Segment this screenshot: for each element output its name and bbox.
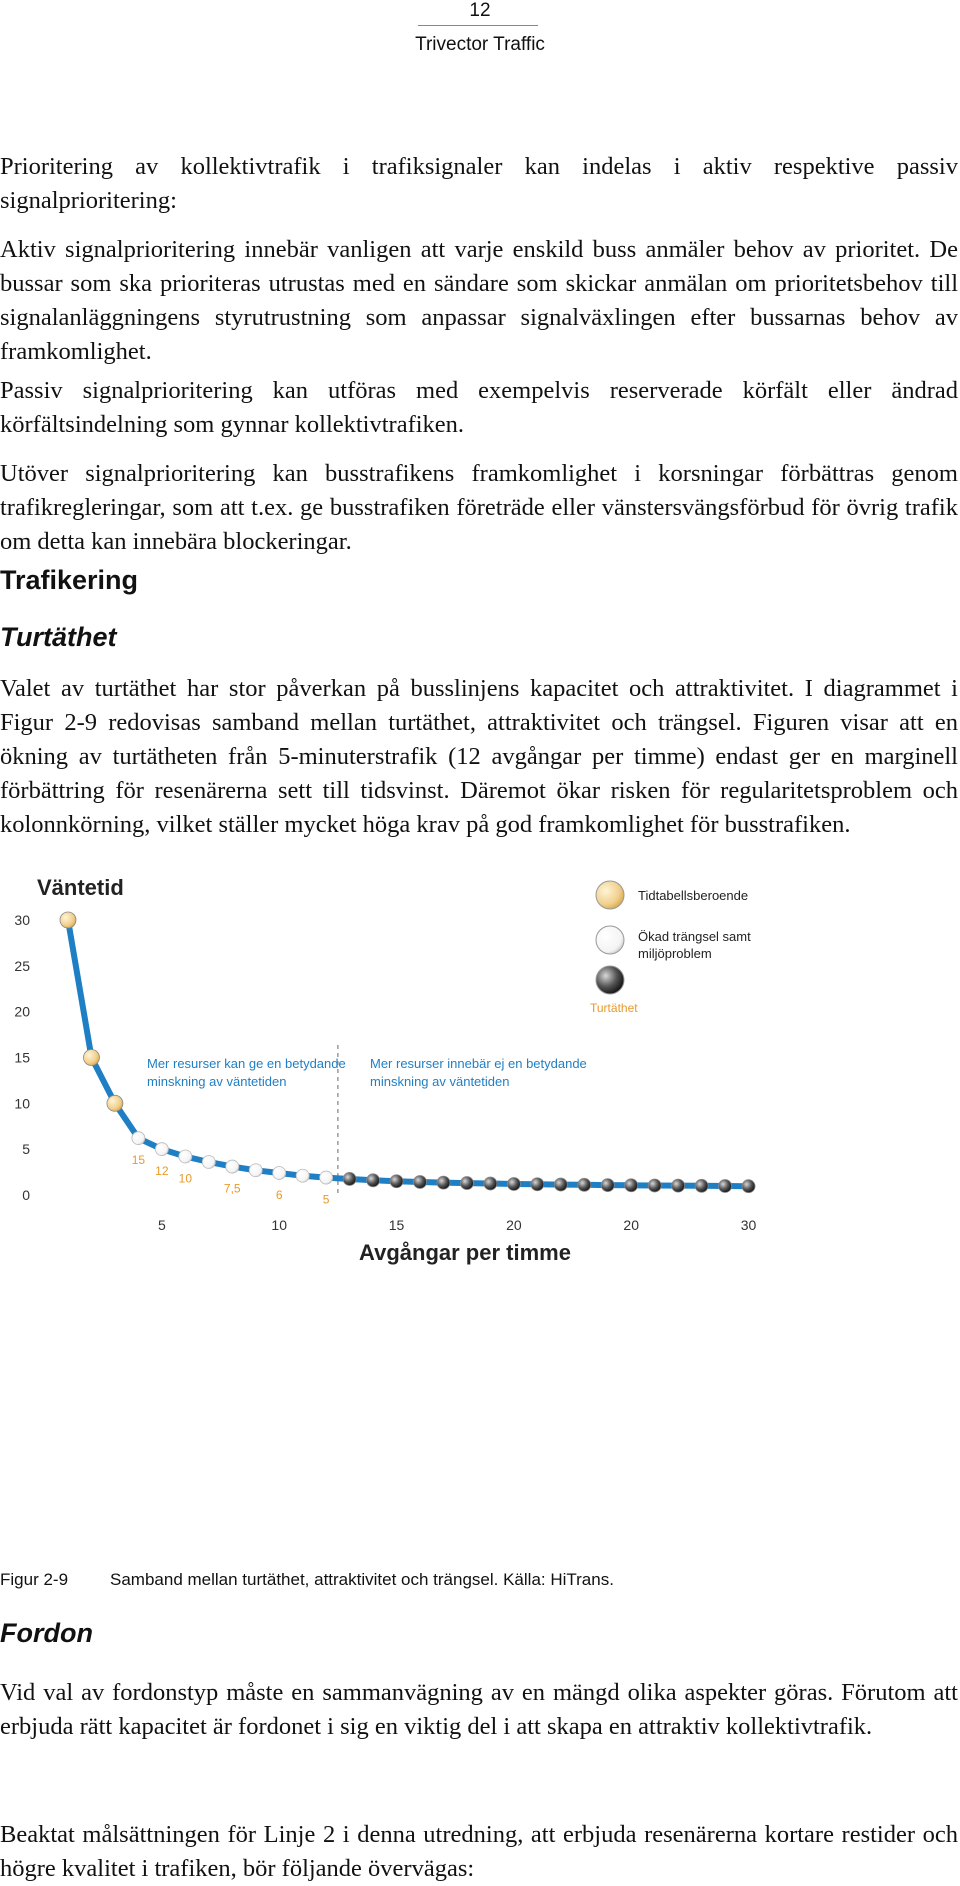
paragraph-aktiv: Aktiv signalprioritering innebär vanligen att varje enskild buss anmäler behov av prioritet. De bussar som ska prioriteras utrustas med en sändare som skickar anmälan om prioritetsbehov till signalanläggningens styrutrustning som anpassar signalväxlingen efter bussarnas behov av framkomlighet.: [0, 236, 958, 365]
paragraph-utover: Utöver signalprioritering kan busstrafikens framkomlighet i korsningar förbättras genom trafikregleringar, som att t.ex. ge busstrafiken företräde eller vänstersvängsförbud för övrig trafik om detta kan innebära blockeringar.: [0, 460, 958, 555]
paragraph-linje2: Beaktat målsättningen för Linje 2 i denna utredning, att erbjuda resenärerna kortare restider och högre kvalitet i trafiken, bör följande övervägas:: [0, 1821, 958, 1882]
annotation-left: Mer resurser kan ge en betydande minskning av väntetiden: [147, 1056, 346, 1089]
y-tick-label: 5: [22, 1141, 30, 1158]
legend-label: Tidtabellsberoende: [638, 888, 749, 903]
paragraph-prioritering: Prioritering av kollektivtrafik i trafiksignaler kan indelas i aktiv respektive passiv signalprioritering:: [0, 153, 958, 214]
header-rule: [418, 25, 538, 26]
point-label: 6: [275, 1188, 283, 1202]
chart-legend: [590, 881, 751, 1015]
x-axis-label: Avgångar per timme: [359, 1240, 571, 1265]
heading-turtathet: Turtäthet: [0, 622, 117, 652]
legend-swatch: [596, 966, 624, 994]
data-point: [554, 1178, 567, 1191]
point-label: 12: [155, 1164, 169, 1179]
point-label: 5: [322, 1192, 330, 1207]
data-point: [672, 1179, 685, 1192]
x-tick-label: 10: [271, 1217, 287, 1233]
x-tick-label: 30: [740, 1217, 757, 1233]
data-point: [460, 1177, 473, 1190]
data-point: [437, 1176, 450, 1189]
x-tick-label: 20: [623, 1217, 639, 1233]
data-point: [249, 1164, 262, 1177]
data-point: [155, 1143, 168, 1156]
point-label: 15: [131, 1153, 146, 1168]
y-tick-label: 10: [14, 1095, 30, 1112]
data-point: [132, 1132, 145, 1145]
data-point: [484, 1177, 497, 1190]
heading-fordon: Fordon: [0, 1618, 93, 1648]
data-point: [625, 1179, 638, 1192]
data-point: [531, 1178, 544, 1191]
data-point: [226, 1160, 239, 1173]
annotation-right: Mer resurser innebär ej en betydande minskning av väntetiden: [370, 1056, 587, 1089]
data-point: [83, 1050, 99, 1066]
chart-title: Väntetid: [37, 875, 124, 900]
legend-label: Turtäthet: [590, 1001, 638, 1015]
figure-caption-text: Samband mellan turtäthet, attraktivitet och trängsel. Källa: HiTrans.: [110, 1570, 614, 1589]
paragraph-fordon: Vid val av fordonstyp måste en sammanvägning av en mängd olika aspekter göras. Förutom att erbjuda rätt kapacitet är fordonet i sig en viktig del i att skapa en attraktiv kollektivtrafik.: [0, 1679, 958, 1740]
figure-label: Figur 2-9: [0, 1570, 69, 1589]
data-point: [60, 912, 76, 928]
point-label: 10: [178, 1171, 193, 1186]
data-point: [578, 1178, 591, 1191]
data-point: [719, 1180, 732, 1193]
data-point: [390, 1175, 403, 1188]
data-point: [273, 1167, 286, 1180]
legend-swatch: [596, 926, 624, 954]
x-tick-label: 20: [506, 1217, 522, 1233]
waiting-time-chart: [0, 850, 960, 1310]
heading-trafikering: Trafikering: [0, 565, 139, 595]
paragraph-turtathet: Valet av turtäthet har stor påverkan på busslinjens kapacitet och attraktivitet. I diagrammet i Figur 2-9 redovisas samband mellan turtäthet, attraktivitet och trängsel. Figuren visar att en ökning av turtätheten från 5-minuterstrafik (12 avgångar per timme) endast ger en marginell förbättring för resenärerna sett till tidsvinst. Däremot ökar risken för regularitetsproblem och kolonnkörning, vilket ställer mycket höga krav på god framkomlighet för busstrafiken.: [0, 675, 958, 838]
data-point: [742, 1180, 755, 1193]
data-point: [320, 1171, 333, 1184]
data-point: [296, 1169, 309, 1182]
data-point: [202, 1156, 215, 1169]
data-point: [414, 1175, 427, 1188]
y-tick-label: 25: [14, 957, 30, 974]
page-number: 12: [469, 0, 491, 21]
data-point: [648, 1179, 661, 1192]
data-point: [367, 1174, 380, 1187]
x-tick-label: 15: [388, 1217, 405, 1233]
y-tick-label: 30: [14, 912, 30, 928]
y-tick-label: 15: [14, 1049, 30, 1066]
data-point: [601, 1179, 614, 1192]
data-point: [343, 1172, 356, 1185]
data-point: [695, 1179, 708, 1192]
data-point: [107, 1095, 123, 1111]
data-point: [179, 1150, 192, 1163]
point-label: 7,5: [223, 1181, 241, 1196]
y-tick-label: 20: [14, 1003, 30, 1020]
legend-swatch: [596, 881, 624, 909]
y-tick-label: 0: [22, 1187, 30, 1203]
x-tick-label: 5: [157, 1217, 166, 1233]
data-point: [507, 1178, 520, 1191]
legend-label: Ökad trängsel samt miljöproblem: [638, 929, 751, 961]
paragraph-passiv: Passiv signalprioritering kan utföras med exempelvis reserverade körfält eller ändrad körfältsindelning som gynnar kollektivtrafiken.: [0, 377, 958, 438]
company-name: Trivector Traffic: [415, 34, 545, 55]
